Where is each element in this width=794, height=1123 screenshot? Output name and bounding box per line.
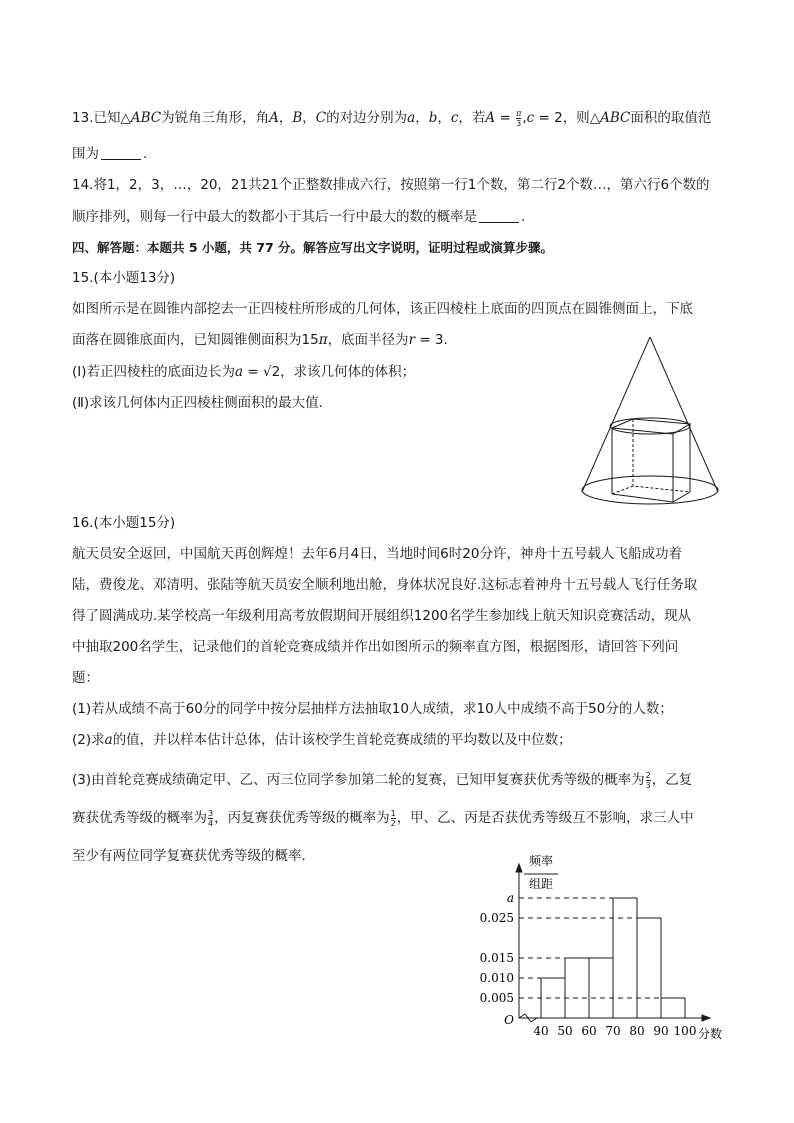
q13-line2: 围为 . — [72, 146, 148, 162]
prism-bottom-visible — [612, 492, 690, 502]
q16-line4: 中抽取200名学生，记录他们的首轮竞赛成绩并作出如图所示的频率直方图，根据图形，请回答下列问 — [72, 639, 679, 655]
origin-label: O — [504, 1013, 514, 1027]
prism-bottom-hidden — [612, 486, 690, 494]
q16-line5: 题： — [72, 670, 99, 686]
fraction-three-quarters: $\frac{3}{4}$ — [208, 808, 214, 828]
q15-line1: 如图所示是在圆锥内部挖去一正四棱柱所形成的几何体，该正四棱柱上底面的四顶点在圆锥侧面上，下底 — [72, 301, 693, 317]
section-heading: 四、解答题：本题共 5 小题，共 77 分。解答应写出文字说明，证明过程或演算步骤。 — [72, 240, 554, 255]
q14-line1: 14.将1，2，3，…，20，21共21个正整数排成六行，按照第一行1个数，第二行2个数…，第六行6个数的 — [72, 177, 710, 193]
y-tick-label: a — [506, 891, 514, 905]
fraction-two-thirds: $\frac{2}{3}$ — [645, 770, 651, 790]
q15-header: 15.(本小题13分) — [72, 270, 176, 286]
histogram-bar — [541, 978, 565, 1018]
cone-left-edge — [582, 337, 650, 492]
x-tick-label: 80 — [629, 1024, 645, 1038]
q16-line1: 航天员安全返回，中国航天再创辉煌！去年6月4日，当地时间6时20分许，神舟十五号载人飞船成功着 — [72, 546, 682, 562]
x-tick-label: 100 — [673, 1024, 697, 1038]
cone-base-ellipse — [582, 476, 718, 504]
x-tick-label: 60 — [581, 1024, 597, 1038]
q16-part3: (3)由首轮竞赛成绩确定甲、乙、丙三位同学参加第二轮的复赛，已知甲复赛获优秀等级的概率为 $\frac{2}{3}$ ，乙复 — [72, 770, 693, 790]
x-axis-arrow — [702, 1015, 710, 1021]
ylabel-bottom: 组距 — [528, 877, 554, 891]
q16-part3-end: 至少有两位同学复赛获优秀等级的概率. — [72, 848, 306, 864]
answer-blank[interactable] — [101, 145, 141, 160]
answer-blank[interactable] — [479, 208, 519, 223]
ylabel-top: 频率 — [528, 854, 554, 868]
q13-line1: 13.已知△ABC为锐角三角形，角A，B，C的对边分别为a，b，c，若A = $\frac{\pi}{3}$ ,c = 2，则△ABC面积的取值范 — [72, 108, 712, 128]
histogram-bar — [661, 998, 685, 1018]
q16-line2: 陆，费俊龙、邓清明、张陆等航天员安全顺利地出舱，身体状况良好.这标志着神舟十五号载人飞行任务取 — [72, 577, 698, 593]
q16-header: 16.(本小题15分) — [72, 515, 176, 531]
x-tick-label: 50 — [557, 1024, 573, 1038]
histogram-bar — [565, 958, 589, 1018]
q16-part3-cont: 赛获优秀等级的概率为 $\frac{3}{4}$ ，丙复赛获优秀等级的概率为 $\frac{1}{2}$ ，甲、乙、丙是否获优秀等级互不影响，求三人中 — [72, 808, 694, 828]
q15-line2: 面落在圆锥底面内，已知圆锥侧面积为15π，底面半径为r = 3. — [72, 332, 448, 348]
histogram-bar — [613, 898, 637, 1018]
pi-over-3-fraction: $\frac{\pi}{3}$ — [516, 108, 522, 128]
x-tick-label: 40 — [533, 1024, 549, 1038]
y-tick-label: 0.015 — [479, 951, 514, 965]
fraction-one-half: $\frac{1}{2}$ — [390, 808, 396, 828]
q16-line3: 得了圆满成功.某学校高一年级利用高考放假期间开展组织1200名学生参加线上航天知识竞赛活动，现从 — [72, 608, 692, 624]
y-axis-arrow — [516, 864, 522, 872]
x-axis-label: 分数 — [697, 1027, 723, 1041]
q16-part2: (2)求a的值，并以样本估计总体，估计该校学生首轮竞赛成绩的平均数以及中位数； — [72, 732, 572, 748]
x-tick-label: 70 — [605, 1024, 621, 1038]
y-tick-label: 0.010 — [479, 971, 514, 985]
histogram-bar — [589, 958, 613, 1018]
cone-prism-figure — [575, 332, 725, 512]
x-tick-label: 90 — [653, 1024, 669, 1038]
frequency-histogram — [479, 848, 736, 1048]
q14-line2: 顺序排列，则每一行中最大的数都小于其后一行中最大的数的概率是 . — [72, 209, 526, 225]
q15-part1: (Ⅰ)若正四棱柱的底面边长为a = √2，求该几何体的体积； — [72, 364, 416, 380]
y-tick-label: 0.005 — [479, 991, 514, 1005]
y-tick-label: 0.025 — [479, 911, 514, 925]
q16-part1: (1)若从成绩不高于60分的同学中按分层抽样方法抽取10人成绩，求10人中成绩不高于50分的人数； — [72, 701, 673, 717]
cone-right-edge — [650, 337, 718, 492]
histogram-bar — [637, 918, 661, 1018]
q15-part2: (Ⅱ)求该几何体内正四棱柱侧面积的最大值. — [72, 395, 323, 411]
